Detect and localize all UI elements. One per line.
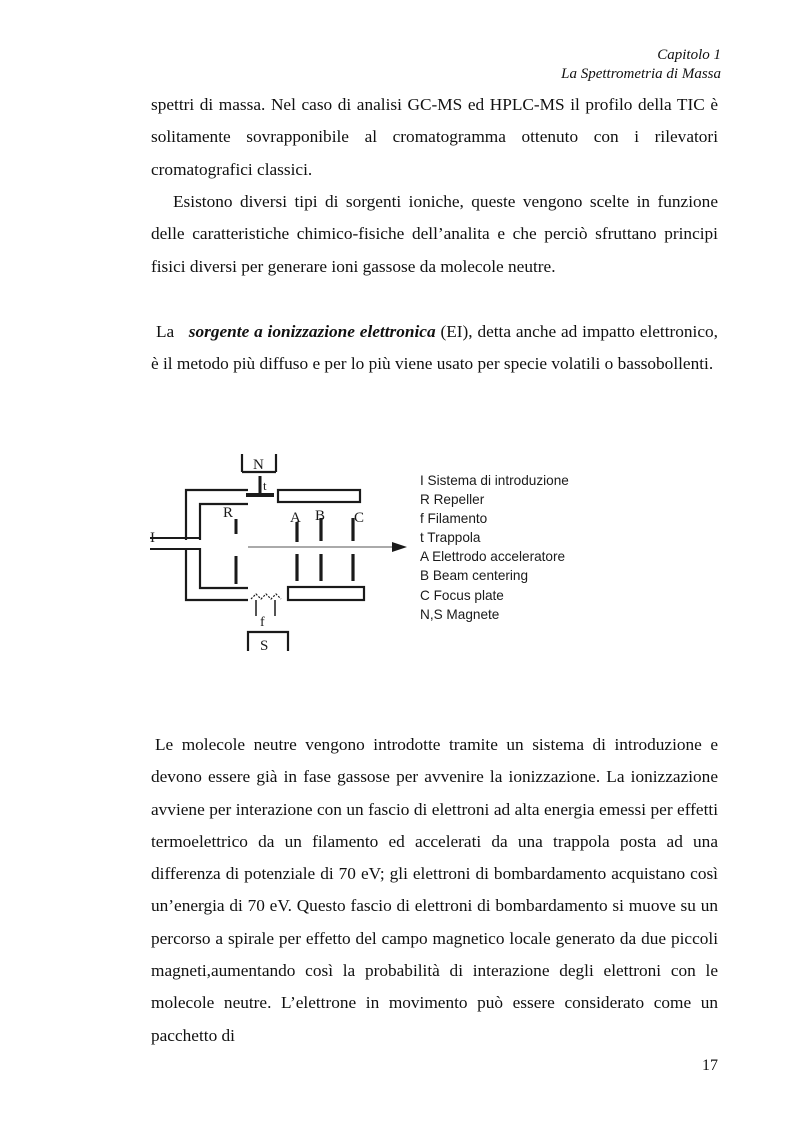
paragraph-3 <box>151 316 718 381</box>
paragraph-1-text: spettri di massa. Nel caso di analisi GC-MS ed HPLC-MS il profilo della TIC è solitamente sovrapponibile al cromatogramma ottenuto con i rilevatori cromatografici classici. <box>151 95 718 179</box>
paragraph-3-emphasis: sorgente a ionizzazione elettronica <box>188 322 436 341</box>
chapter-title: La Spettrometria di Massa <box>561 66 721 82</box>
label-b: B <box>315 508 326 524</box>
legend-item: I Sistema di introduzione <box>420 473 569 488</box>
chamber-outer <box>186 490 248 540</box>
label-c: C <box>354 510 365 526</box>
paragraph-4-text: Le molecole neutre vengono introdotte tramite un sistema di introduzione e devono essere già in fase gassose per avvenire la ionizzazione. La ionizzazione avviene per interazione con un fascio di elettroni ad alta energia emessi per effetti termoelettrico da un filamento ed accelerati da una trappola posta ad una differenza di potenziale di 70 eV; gli elettroni di bombardamento acquistano così un’energia di 70 eV. Questo fascio di elettroni di bombardamento si muove su un percorso a spirale per effetto del campo magnetico locale generato da due piccoli magneti,aumentando così la probabilità di interazione degli elettroni con le molecole neutre. L’elettrone in movimento può essere considerato come un pacchetto di <box>151 735 718 1045</box>
label-i: I <box>150 530 155 546</box>
beam-arrow <box>392 542 407 552</box>
label-n: N <box>253 457 264 473</box>
chapter-label: Capitolo 1 <box>657 47 721 63</box>
legend-item: B Beam centering <box>420 568 529 584</box>
label-a: A <box>290 510 301 526</box>
label-f: f <box>260 615 265 630</box>
chamber-top-right <box>278 490 360 502</box>
paragraph-3-pre: La <box>156 322 175 341</box>
legend-item: C Focus plate <box>420 587 504 603</box>
page-number: 17 <box>702 1057 718 1074</box>
label-s: S <box>260 638 269 654</box>
paragraph-2 <box>151 186 718 283</box>
label-t: t <box>263 478 267 493</box>
legend-item: N,S Magnete <box>420 606 500 622</box>
filament-coil <box>251 594 281 599</box>
running-header <box>561 46 721 84</box>
paragraph-2-text: Esistono diversi tipi di sorgenti ioniche, queste vengono scelte in funzione delle caratteristiche chimico-fisiche dell’analita e che perciò sfruttano principi fisici diversi per generare ioni gassose da molecole neutre. <box>151 192 718 276</box>
legend-item: f Filamento <box>420 511 488 527</box>
legend-item: A Elettrodo acceleratore <box>420 549 566 565</box>
paragraph-4 <box>151 729 718 1052</box>
label-r: R <box>223 505 234 521</box>
legend-item: R Repeller <box>420 492 485 508</box>
legend-item: t Trappola <box>420 530 481 546</box>
paragraph-1 <box>151 89 718 186</box>
figure-legend <box>420 471 569 624</box>
chamber-bottom-right <box>288 587 364 600</box>
paragraph-3-post: (EI), detta anche ad impatto elettronico, è il metodo più diffuso e per lo più viene usato per specie volatili o bassobollenti. <box>151 322 718 374</box>
